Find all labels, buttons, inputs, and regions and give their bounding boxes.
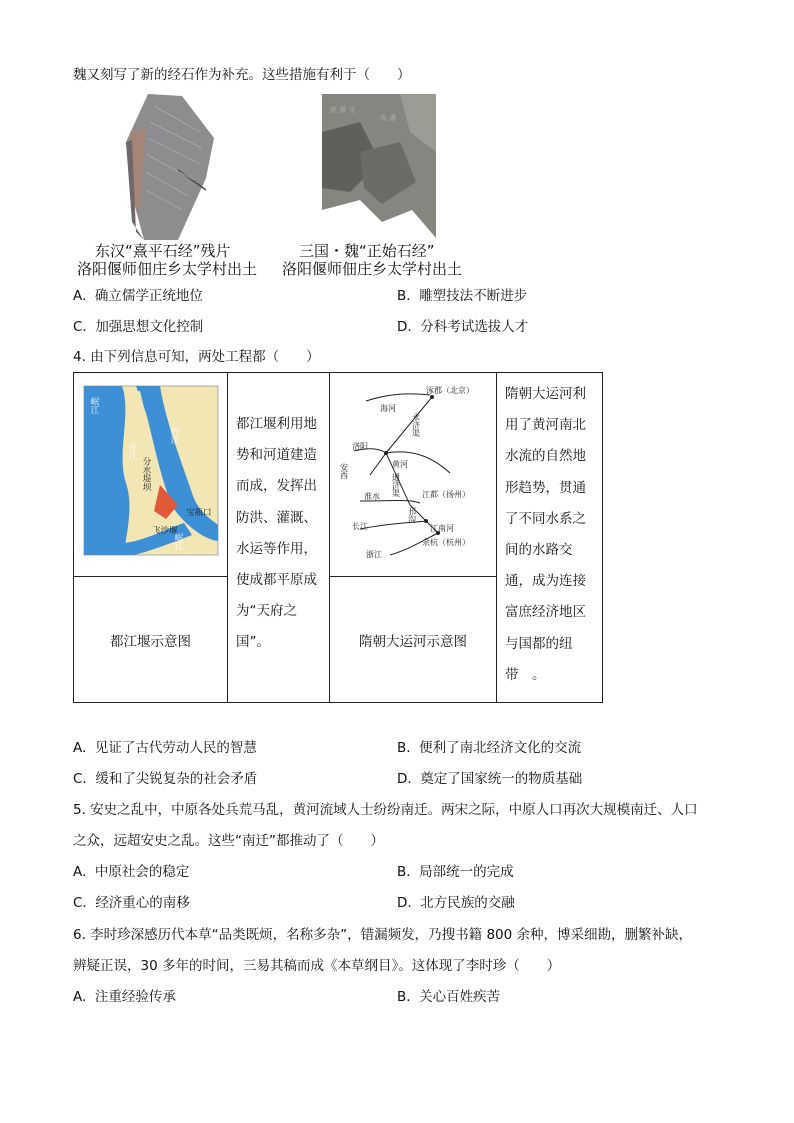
xiping-stone-image — [120, 92, 220, 242]
q3-option-a[interactable]: A. 确立儒学正统地位 — [73, 288, 203, 304]
q5-stem-line-2: 之众，远超安史之乱。这些“南迁”都推动了（ ） — [73, 833, 384, 849]
svg-text:尚 書: 尚 書 — [380, 114, 397, 122]
zhengshi-caption-1: 三国・魏“正始石经” — [299, 242, 435, 260]
q4-option-c[interactable]: C. 缓和了尖锐复杂的社会矛盾 — [73, 771, 258, 787]
canal-map — [330, 373, 496, 572]
luoyang-label: 洛阳 — [352, 442, 368, 451]
intro-text: 魏又刻写了新的经石作为补充。这些措施有利于（ ） — [73, 67, 411, 83]
huaishui-label: 淮水 — [364, 492, 380, 501]
anxi-label: 安西 — [339, 463, 349, 479]
q4-option-b[interactable]: B. 便利了南北经济文化的交流 — [397, 740, 582, 756]
q5-option-c[interactable]: C. 经济重心的南移 — [73, 895, 190, 911]
canal-description: 隋朝大运河利用了黄河南北水流的自然地形趋势，贯通了不同水系之间的水路交通，成为连接富庶经济地区与国都的纽带 。 — [505, 386, 586, 683]
tongjiqu-label: 通济渠 — [391, 473, 401, 497]
dujiangyan-map — [74, 373, 227, 572]
jiangnanhe-label: 江南河 — [430, 524, 454, 533]
canal-map-cell — [330, 373, 497, 577]
waijiang-label: 外江 — [127, 443, 137, 460]
q5-option-a[interactable]: A. 中原社会的稳定 — [73, 864, 190, 880]
haihe-label: 海河 — [380, 404, 396, 413]
feishayan-label: 飞沙堰 — [152, 526, 178, 536]
hangou-label: 邗沟 — [407, 507, 417, 523]
q4-stem: 4. 由下列信息可知，两处工程都（ ） — [73, 349, 320, 365]
canal-caption: 隋朝大运河示意图 — [359, 633, 467, 650]
jiangdu-label: 江都（扬州） — [422, 490, 470, 499]
zhejiang-label: 浙江 — [366, 550, 382, 559]
q4-option-d[interactable]: D. 奠定了国家统一的物质基础 — [397, 771, 583, 787]
q6-option-a[interactable]: A. 注重经验传承 — [73, 989, 176, 1005]
dujiangyan-map-cell — [74, 373, 228, 577]
canal-caption-cell — [330, 577, 497, 703]
q6-stem-line-2: 辨疑正误，30 多年的时间，三易其稿而成《本草纲目》。这体现了李时珍（ ） — [73, 958, 561, 974]
changjiang-label: 长江 — [352, 522, 368, 531]
q5-stem-line-1: 5. 安史之乱中，中原各处兵荒马乱，黄河流域人士纷纷南迁。两宋之际，中原人口再次大规模南迁、人口 — [73, 802, 698, 818]
yongjiqu-label: 永济渠 — [411, 413, 421, 437]
baopingkou-label: 宝瓶口 — [186, 508, 212, 518]
xiping-caption-2: 洛阳偃师佃庄乡太学村出土 — [77, 260, 258, 278]
canal-description-cell — [497, 373, 603, 703]
q3-option-d[interactable]: D. 分科考试选拔人才 — [397, 319, 529, 335]
dujiangyan-caption-cell — [74, 577, 228, 703]
q4-option-a[interactable]: A. 见证了古代劳动人民的智慧 — [73, 740, 257, 756]
minjiang-top-label: 岷江 — [89, 397, 99, 414]
yuhang-label: 余杭（杭州） — [422, 538, 470, 547]
q3-option-b[interactable]: B. 雕塑技法不断进步 — [397, 288, 528, 304]
zhengshi-caption-2: 洛阳偃师佃庄乡太学村出土 — [282, 260, 463, 278]
q4-info-table — [73, 372, 603, 703]
zhuojun-label: 涿郡（北京） — [426, 386, 474, 395]
zhengshi-stone-image — [320, 92, 438, 242]
q5-option-b[interactable]: B. 局部统一的完成 — [397, 864, 514, 880]
dujiangyan-description-cell — [228, 373, 330, 703]
dujiangyan-caption: 都江堰示意图 — [110, 633, 191, 650]
fenshui-label: 分水堤坝 — [141, 457, 151, 491]
dujiangyan-description: 都江堰利用地势和河道建造而成，发挥出防洪、灌溉、水运等作用，使成都平原成为“天府之国”。 — [236, 416, 317, 651]
q3-option-c[interactable]: C. 加强思想文化控制 — [73, 319, 204, 335]
minjiang-bottom-label: 岷江 — [173, 533, 183, 550]
q5-option-d[interactable]: D. 北方民族的交融 — [397, 895, 515, 911]
q6-stem-line-1: 6. 李时珍深感历代本草“品类既烦，名称多杂”，错漏频发，乃搜书籍 800 余种，博采细勘，删繁补缺， — [73, 927, 693, 943]
q6-option-b[interactable]: B. 关心百姓疾苦 — [397, 989, 501, 1005]
xiping-caption-1: 东汉“熹平石经”残片 — [95, 242, 231, 260]
neijiang-label: 内江 — [169, 427, 179, 444]
svg-text:經 書 文: 經 書 文 — [330, 106, 356, 114]
huanghe-label: 黄河 — [392, 460, 408, 469]
